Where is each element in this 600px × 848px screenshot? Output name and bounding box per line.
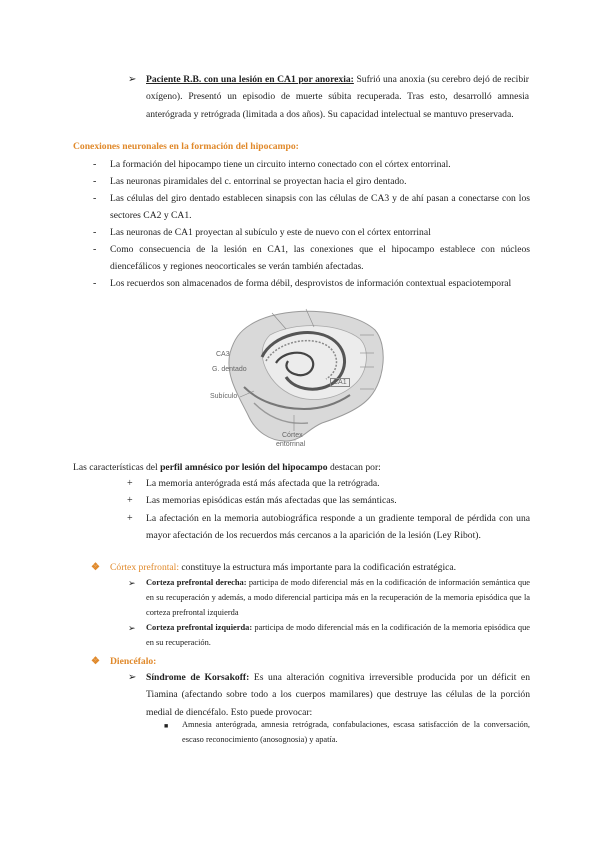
profile-intro: Las características del perfil amnésico por lesión del hipocampo destacan por: xyxy=(73,462,381,473)
arrow-bullet-icon: ➢ xyxy=(128,623,136,633)
prefrontal-right-paragraph: Corteza prefrontal derecha: participa de modo diferencial más en la codificación de información semántica que en su recuperación y además, a modo diferencial participa más en la recuperación de la memoria episódica que la corteza prefrontal izquierda xyxy=(146,578,530,617)
connections-item-1: La formación del hipocampo tiene un circuito interno conectado con el córtex entorrinal. xyxy=(110,159,451,170)
patient-rb-paragraph xyxy=(146,71,529,123)
dentate-gyrus-label: G. dentado xyxy=(212,366,247,373)
dash-bullet: - xyxy=(93,278,97,289)
patient-rb-text: Sufrió una anoxia (su cerebro dejó de recibir oxígeno). Presentó un episodio de muerte súbita recuperada. Tras esto, desarrolló amnesia anterógrada y retrógrada (limitada a dos años). Su capacidad intelectual se mantuvo preservada. xyxy=(146,74,529,120)
dash-bullet: - xyxy=(93,244,97,255)
prefrontal-right-title: Corteza prefrontal derecha: xyxy=(146,578,247,587)
cortex-label: Córtex xyxy=(282,432,303,439)
prefrontal-text: constituye la estructura más importante para la codificación estratégica. xyxy=(179,562,457,573)
connections-item-5: Como consecuencia de la lesión en CA1, las conexiones que el hipocampo establece con núcleos diencefálicos y regiones neocorticales se verán también afectadas. xyxy=(110,244,530,273)
prefrontal-left-paragraph: Corteza prefrontal izquierda: participa de modo diferencial más en la codificación de la memoria episódica que en su recuperación. xyxy=(146,623,530,647)
prefrontal-left-title: Corteza prefrontal izquierda: xyxy=(146,623,253,632)
korsakoff-symptoms: Amnesia anterógrada, amnesia retrógrada, confabulaciones, escasa satisfacción de la conversación, escaso reconocimiento (anosognosia) y apatía. xyxy=(182,720,530,744)
dash-bullet: - xyxy=(93,193,97,204)
profile-intro-bold: perfil amnésico por lesión del hipocampo xyxy=(160,462,328,473)
plus-bullet: + xyxy=(127,495,133,506)
diamond-bullet-icon: ❖ xyxy=(91,656,100,667)
connections-item-4: Las neuronas de CA1 proyectan al subículo y este de nuevo con el córtex entorrinal xyxy=(110,227,431,238)
korsakoff-title: Síndrome de Korsakoff: xyxy=(146,672,250,683)
arrow-bullet-icon: ➢ xyxy=(128,578,136,588)
profile-item-3: La afectación en la memoria autobiográfica responde a un gradiente temporal de pérdida con una mayor afectación de los recuerdos más cercanos a la aparición de la lesión (Ley Ribot). xyxy=(146,513,530,542)
diamond-bullet-icon: ❖ xyxy=(91,562,100,573)
connections-heading: Conexiones neuronales en la formación del hipocampo: xyxy=(73,141,299,152)
patient-rb-title: Paciente R.B. con una lesión en CA1 por anorexia: xyxy=(146,74,354,85)
subiculum-label: Subículo xyxy=(210,393,238,400)
connections-item-2: Las neuronas piramidales del c. entorrinal se proyectan hacia el giro dentado. xyxy=(110,176,407,187)
prefrontal-title: Córtex prefrontal: xyxy=(110,562,179,573)
plus-bullet: + xyxy=(127,478,133,489)
square-bullet-icon: ■ xyxy=(164,722,169,730)
arrow-bullet-icon: ➢ xyxy=(128,672,137,683)
dash-bullet: - xyxy=(93,227,97,238)
connections-item-3: Las células del giro dentado establecen sinapsis con las células de CA3 y de ahí pasan a conectarse con los sectores CA2 y CA1. xyxy=(110,193,530,222)
hippocampus-diagram xyxy=(210,305,388,453)
entorhinal-label: entorrinal xyxy=(276,441,306,448)
plus-bullet: + xyxy=(127,513,133,524)
profile-item-1: La memoria anterógrada está más afectada que la retrógrada. xyxy=(146,478,380,489)
dash-bullet: - xyxy=(93,176,97,187)
ca1-label: CA1 xyxy=(330,378,350,387)
profile-item-2: Las memorias episódicas están más afectadas que las semánticas. xyxy=(146,495,397,506)
hippocampus-drawing xyxy=(210,305,388,453)
ca3-label: CA3 xyxy=(216,351,230,358)
arrow-bullet-icon: ➢ xyxy=(128,74,137,85)
connections-item-6: Los recuerdos son almacenados de forma débil, desprovistos de información contextual espaciotemporal xyxy=(110,278,512,289)
korsakoff-paragraph: Síndrome de Korsakoff: Es una alteración cognitiva irreversible producida por un déficit en Tiamina (afectando sobre todo a los cuerpos mamilares) que destruye las células de la porción medial de diencéfalo. Esto puede provocar: xyxy=(146,672,530,718)
prefrontal-paragraph xyxy=(110,559,530,576)
dash-bullet: - xyxy=(93,159,97,170)
diencefalo-heading: Diencéfalo: xyxy=(110,656,157,667)
